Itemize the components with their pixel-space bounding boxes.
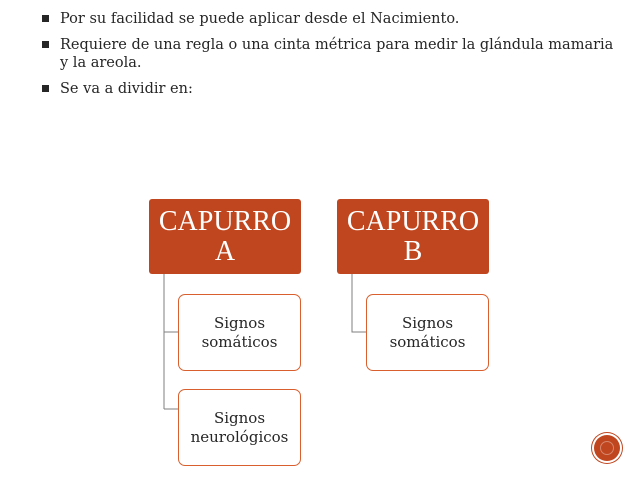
capurro-a-child-somaticos: [178, 294, 301, 371]
capurro-a-title-line1: CAPURRO: [158, 205, 292, 237]
bullet-text: Se va a dividir en:: [60, 81, 193, 97]
capurro-b-child-somaticos: [366, 294, 489, 371]
capurro-a-title-line2: A: [214, 235, 236, 267]
child-line1: Signos: [213, 408, 266, 427]
capurro-a-child-neurologicos: [178, 389, 301, 466]
child-line2: somáticos: [201, 332, 278, 351]
connector-a: [164, 274, 178, 409]
capurro-a-box: [149, 199, 301, 274]
child-line2: somáticos: [389, 332, 466, 351]
capurro-b-title-line2: B: [403, 235, 423, 267]
bullet-text: Por su facilidad se puede aplicar desde el Nacimiento.: [60, 11, 460, 27]
connector-b: [352, 274, 366, 332]
child-line1: Signos: [213, 313, 266, 332]
child-line1: Signos: [401, 313, 454, 332]
capurro-b-box: [337, 199, 489, 274]
slide-nav-circle-icon[interactable]: [594, 435, 620, 461]
child-line2: neurológicos: [190, 427, 289, 446]
bullet-text: Requiere de una regla o una cinta métrica para medir la glándula mamaria y la areola.: [60, 37, 614, 71]
capurro-b-title-line1: CAPURRO: [346, 205, 480, 237]
